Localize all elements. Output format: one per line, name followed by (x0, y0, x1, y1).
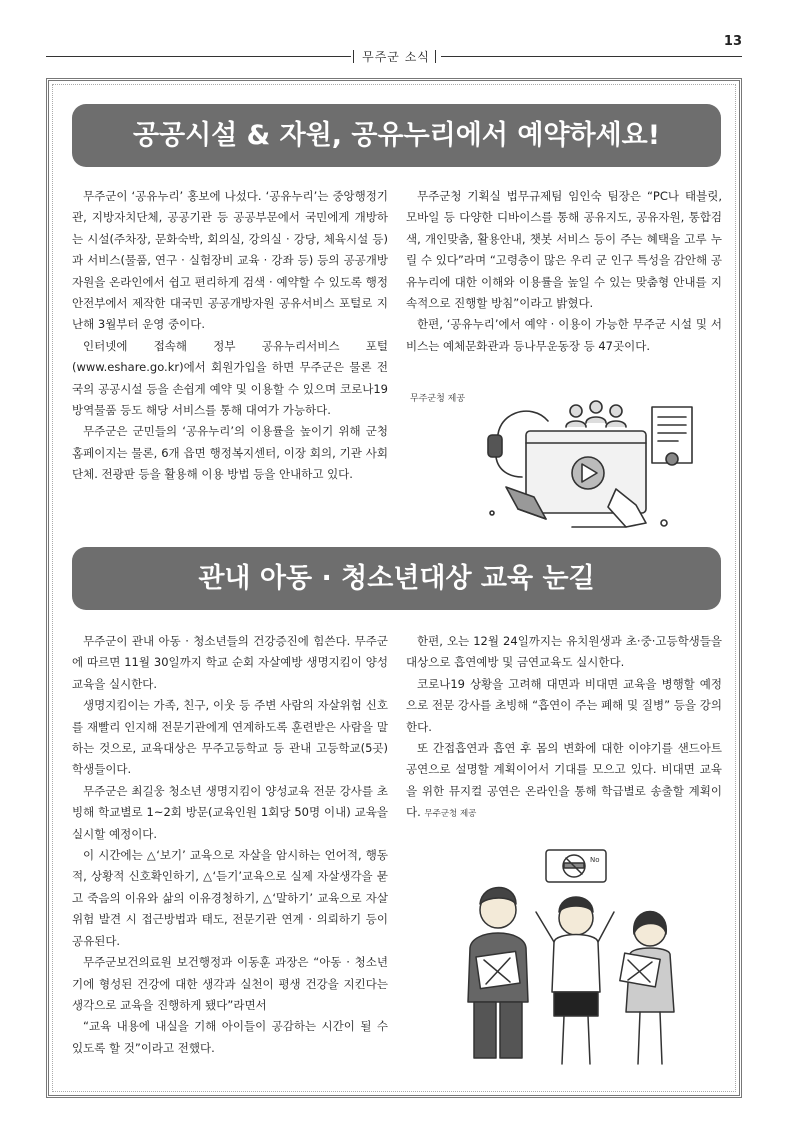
article2-paragraph: 한편, 오는 12월 24일까지는 유치원생과 초·중·고등학생들을 대상으로 흡연예방 및 금연교육도 실시한다. (406, 634, 722, 670)
article2-paragraph: “교육 내용에 내실을 기해 아이들이 공감하는 시간이 될 수 있도록 할 것”이라고 전했다. (72, 1019, 388, 1055)
page-number: 13 (723, 34, 742, 49)
online-booking-illustration-icon (476, 393, 698, 533)
article2-right-column (406, 631, 722, 826)
header-tick-right (435, 50, 436, 63)
article2-paragraph: 생명지킴이는 가족, 친구, 이웃 등 주변 사람의 자살위험 신호를 재빨리 인지해 전문기관에게 연계하도록 훈련받은 사람을 말하는 것으로, 교육대상은 무주고등학교 등 관내 고등학교(5곳) 학생들이다. (72, 698, 388, 777)
article2-paragraph: 무주군보건의료원 보건행정과 이동훈 과장은 “아동 · 청소년기에 형성된 건강에 대한 생각과 실천이 평생 건강을 지킨다는 생각으로 교육을 진행하게 됐다”라면서 (72, 955, 388, 1012)
article2-left-column (72, 631, 388, 1059)
article1-paragraph: 무주군이 ‘공유누리’ 홍보에 나섰다. ‘공유누리’는 중앙행정기관, 지방자치단체, 공공기관 등 공공부문에서 국민에게 개방하는 시설(주차장, 문화숙박, 회의실, 강의실 · 강당, 체육시설 등)과 서비스(물품, 연구 · 실험장비 교육 · 강좌 등) 등의 공공개방자원을 온라인에서 쉽고 편리하게 검색 · 예약할 수 있도록 행정안전부에서 제작한 대국민 공공개방자원 공유서비스 포털로 지난해 3월부터 운영 중이다. (72, 189, 388, 332)
section-name: 무주군 소식 (362, 50, 430, 64)
article1-paragraph: 무주군은 군민들의 ‘공유누리’의 이용률을 높이기 위해 군청 홈페이지는 물론, 6개 읍면 행정복지센터, 이장 회의, 기관 사회단체. 전광판 등을 활용해 이용 방법 등을 안내하고 있다. (72, 424, 388, 482)
article2-paragraph: 무주군은 최길웅 청소년 생명지킴이 양성교육 전문 강사를 초빙해 학교별로 1~2회 방문(교육인원 1회당 50명 이내) 교육을 실시할 예정이다. (72, 783, 388, 841)
header-rule-right (441, 56, 742, 57)
article1-right-column (406, 186, 722, 357)
article2-paragraph: 무주군이 관내 아동 · 청소년들의 건강증진에 힘쓴다. 무주군에 따르면 11월 30일까지 학교 순회 자살예방 생명지킴이 양성 교육을 실시한다. (72, 634, 388, 691)
header-rule-left (46, 56, 351, 57)
article1-paragraph: 인터넷에 접속해 정부 공유누리서비스 포털(www.eshare.go.kr)에서 회원가입을 하면 무주군은 물론 전국의 공공시설 등을 손쉽게 예약 및 이용할 수 있으며 코로나19 방역물품 등도 해당 서비스를 통해 대여가 가능하다. (72, 338, 388, 418)
article1-paragraph: 한편, ‘공유누리’에서 예약 · 이용이 가능한 무주군 시설 및 서비스는 예체문화관과 등나무운동장 등 47곳이다. (406, 317, 722, 353)
section-header (46, 48, 742, 64)
article2-paragraph-text: 또 간접흡연과 흡연 후 몸의 변화에 대한 이야기를 샌드아트 공연으로 설명할 계획이어서 기대를 모으고 있다. 비대면 교육을 위한 뮤지컬 공연은 온라인을 통해 학급별로 송출할 계획이다. (406, 741, 722, 820)
no-smoking-kids-illustration-icon (450, 842, 710, 1074)
article2-photo-credit: 무주군청 제공 (424, 809, 477, 820)
article1-photo-credit: 무주군청 제공 (410, 394, 466, 404)
article2-title: 관내 아동 · 청소년대상 교육 눈길 (72, 547, 721, 610)
article2-paragraph: 코로나19 상황을 고려해 대면과 비대면 교육을 병행할 예정으로 전문 강사를 초빙해 “흡연이 주는 폐해 및 질병” 등을 강의한다. (406, 676, 722, 734)
article1-left-column (72, 186, 388, 486)
article1-paragraph: 무주군청 기획실 법무규제팀 임인숙 팀장은 “PC나 태블릿, 모바일 등 다양한 디바이스를 통해 공유지도, 공유자원, 통합검색, 개인맞춤, 활용안내, 챗봇 서비스 등이 주는 혜택을 고루 누릴 수 있다”라며 “고령층이 많은 우리 군 인구 특성을 감안해 공유누리에 대한 이해와 이용률을 높일 수 있는 맞춤형 안내를 지속적으로 진행할 방침”이라고 밝혔다. (406, 189, 722, 311)
article2-paragraph: 이 시간에는 △‘보기’ 교육으로 자살을 암시하는 언어적, 행동적, 상황적 신호확인하기, △‘듣기’교육으로 실제 자살생각을 묻고 죽음의 이유와 삶의 이유경청하기, △‘말하기’ 교육으로 자살 위험 발견 시 접근방법과 태도, 전문기관 연계 · 의뢰하기 등이 공유된다. (72, 848, 388, 948)
article2-paragraph (406, 738, 722, 826)
header-tick-left (353, 50, 354, 63)
article1-title: 공공시설 & 자원, 공유누리에서 예약하세요! (72, 104, 721, 167)
sign-text: No (590, 856, 600, 864)
